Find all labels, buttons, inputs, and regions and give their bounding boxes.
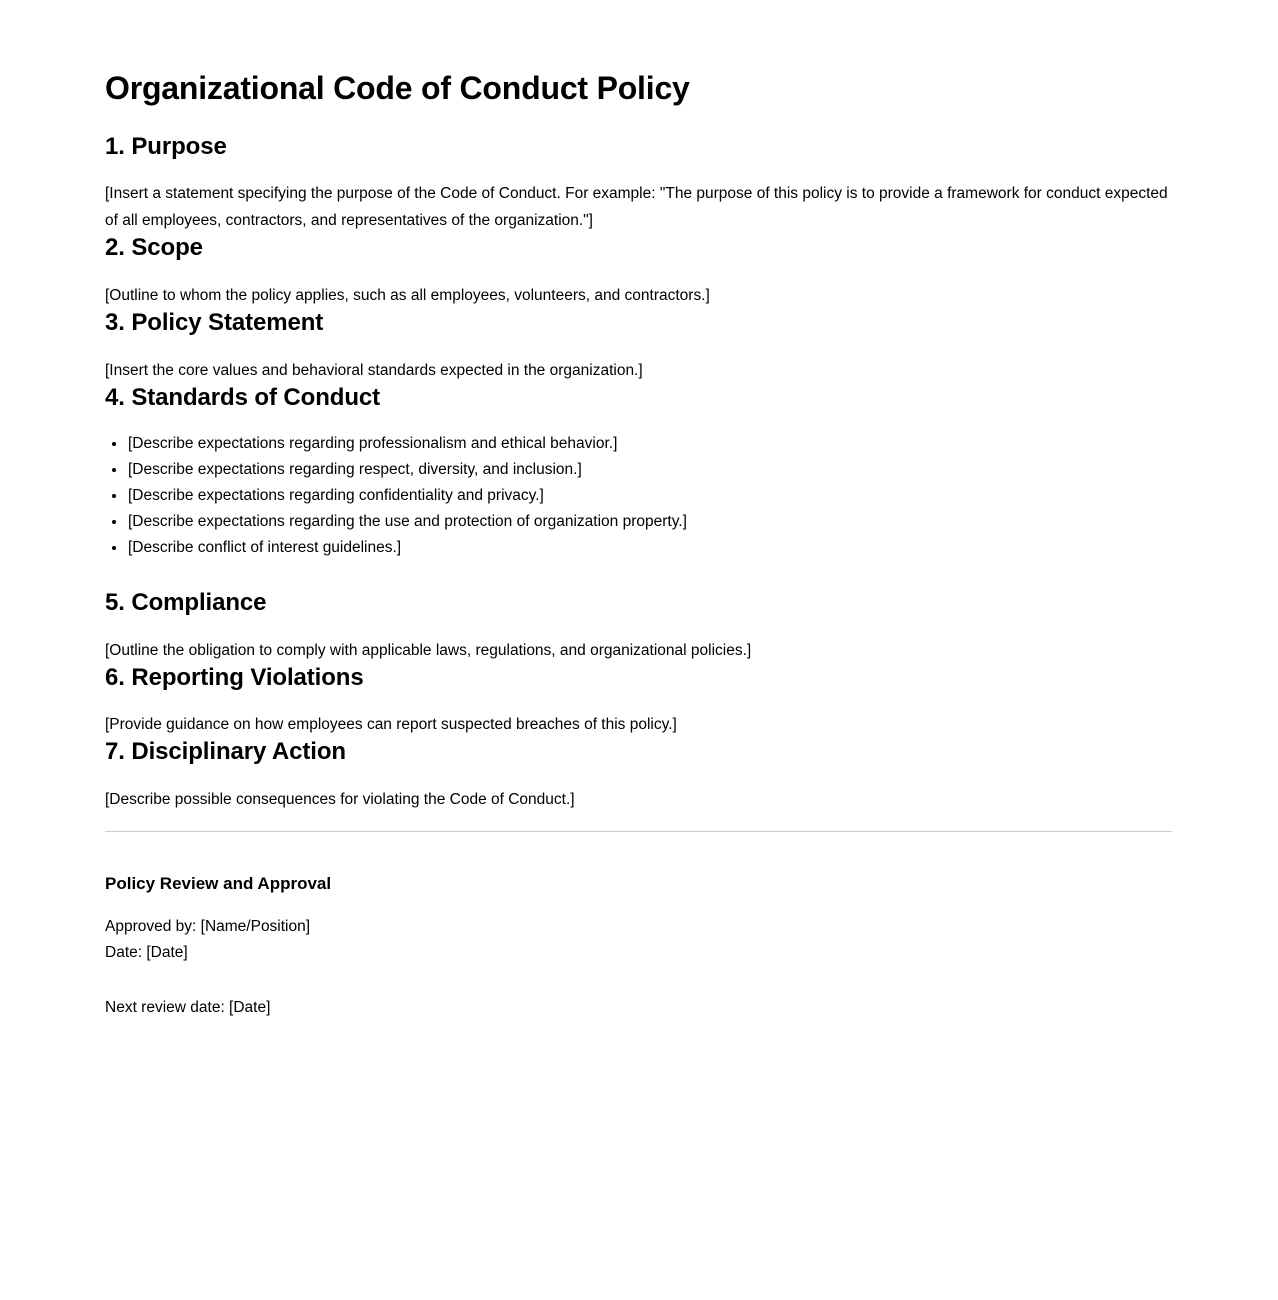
section-body-reporting-violations: [Provide guidance on how employees can report suspected breaches of this policy.] — [105, 716, 677, 734]
document-body — [105, 70, 1172, 1021]
section-heading-scope: 2. Scope — [105, 234, 203, 262]
section-body-policy-statement: [Insert the core values and behavioral standards expected in the organization.] — [105, 361, 643, 379]
list-item: [Describe conflict of interest guidelines.] — [105, 535, 1172, 561]
list-item: [Describe expectations regarding the use and protection of organization property.] — [105, 509, 1172, 535]
section-disciplinary-action — [105, 738, 1172, 813]
section-divider — [105, 831, 1172, 832]
section-policy-statement — [105, 309, 1172, 384]
section-standards-of-conduct — [105, 384, 1172, 562]
section-heading-reporting-violations: 6. Reporting Violations — [105, 663, 364, 691]
section-heading-compliance: 5. Compliance — [105, 589, 267, 617]
section-heading-standards-of-conduct: 4. Standards of Conduct — [105, 383, 381, 411]
section-heading-purpose: 1. Purpose — [105, 132, 227, 160]
section-body-compliance: [Outline the obligation to comply with applicable laws, regulations, and organizational policies.] — [105, 641, 752, 659]
approval-details — [105, 914, 1172, 966]
section-body-scope: [Outline to whom the policy applies, such as all employees, volunteers, and contractors.] — [105, 286, 710, 304]
section-purpose — [105, 133, 1172, 235]
list-item: [Describe expectations regarding confidentiality and privacy.] — [105, 483, 1172, 509]
page-title: Organizational Code of Conduct Policy — [105, 70, 690, 106]
policy-review-and-approval-block — [105, 874, 1172, 1021]
approved-by-text: Approved by: [Name/Position] — [105, 918, 311, 936]
section-reporting-violations — [105, 664, 1172, 739]
section-body-disciplinary-action: [Describe possible consequences for violating the Code of Conduct.] — [105, 790, 575, 808]
list-item: [Describe expectations regarding professionalism and ethical behavior.] — [105, 431, 1172, 457]
section-body-purpose: [Insert a statement specifying the purpose of the Code of Conduct. For example: "The purpose of this policy is to provide a framework for conduct expected of all employees, contractors, and representatives of the organization."] — [105, 185, 1168, 230]
section-heading-policy-statement: 3. Policy Statement — [105, 308, 324, 336]
approval-date-text: Date: [Date] — [105, 944, 188, 962]
section-compliance — [105, 589, 1172, 664]
next-review-date-text: Next review date: [Date] — [105, 999, 271, 1017]
list-item: [Describe expectations regarding respect, diversity, and inclusion.] — [105, 457, 1172, 483]
section-heading-disciplinary-action: 7. Disciplinary Action — [105, 738, 346, 766]
footer-heading: Policy Review and Approval — [105, 873, 332, 893]
standards-of-conduct-list — [105, 431, 1172, 561]
section-scope — [105, 234, 1172, 309]
